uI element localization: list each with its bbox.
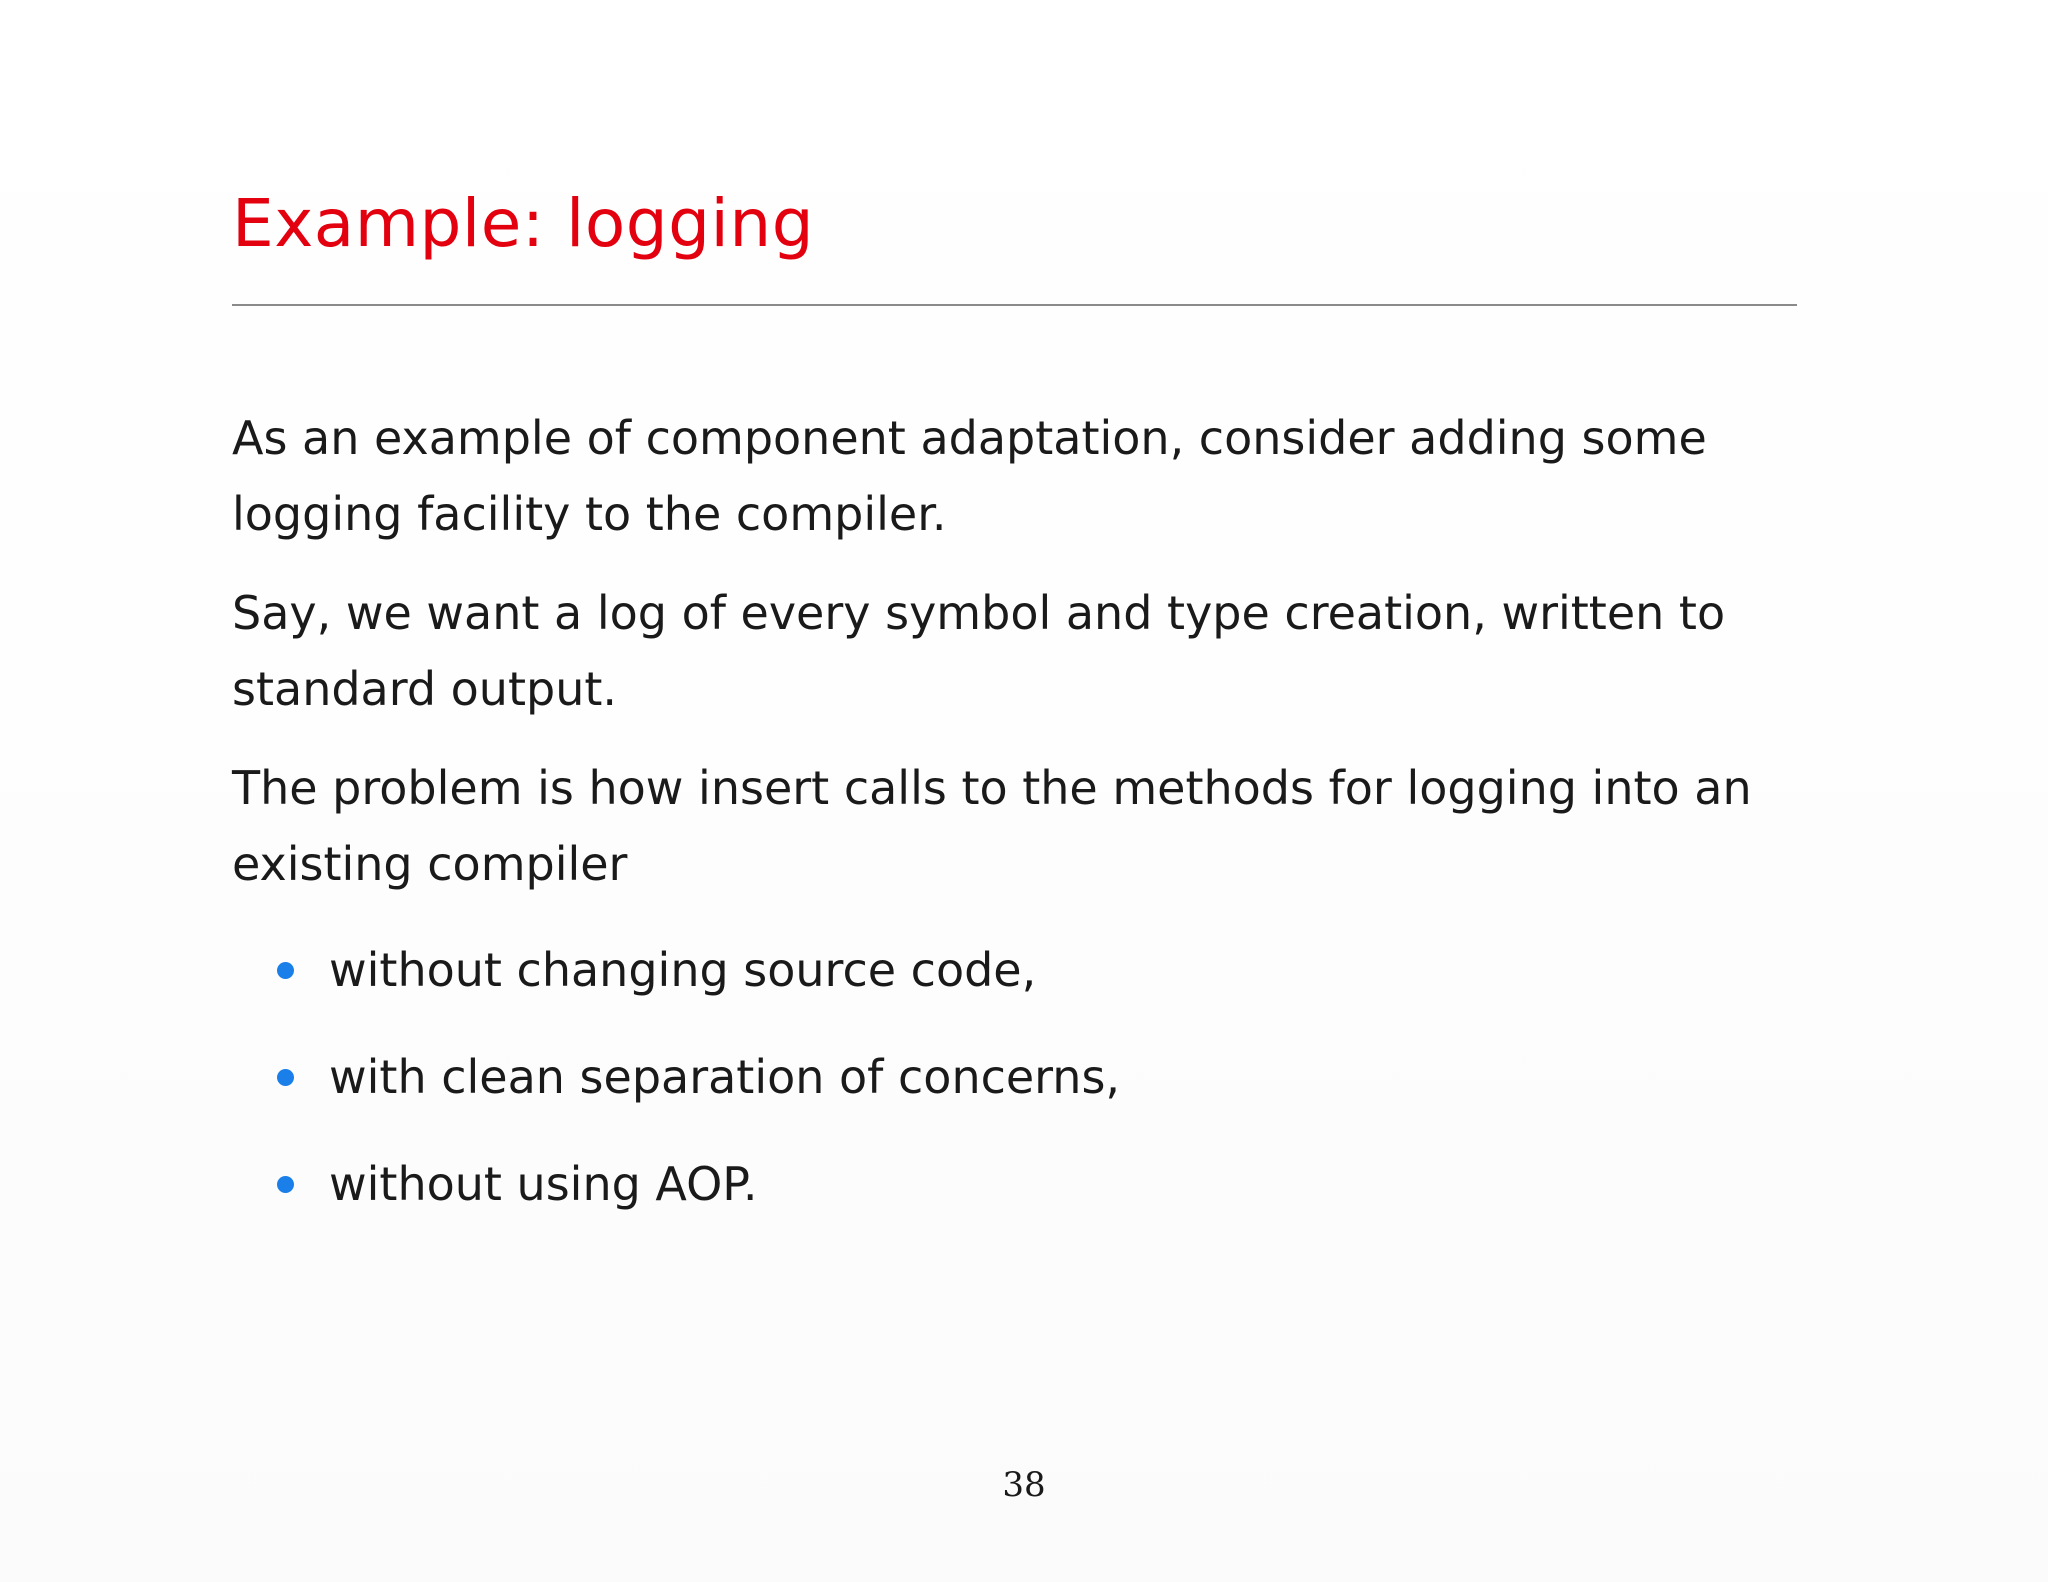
- list-item-text: with clean separation of concerns,: [329, 1050, 1121, 1104]
- paragraph-requirement: Say, we want a log of every symbol and type creation, written to standard output.: [232, 586, 1726, 716]
- slide-title: Example: logging: [232, 185, 815, 262]
- list-item: [232, 1146, 1120, 1253]
- list-item: [232, 932, 1120, 1039]
- list-item: [232, 1039, 1120, 1146]
- list-item-text: without using AOP.: [329, 1157, 758, 1211]
- title-divider: [232, 304, 1797, 306]
- list-item-text: without changing source code,: [329, 943, 1037, 997]
- bullet-dot-icon: [277, 1176, 294, 1193]
- paragraph-intro: As an example of component adaptation, consider adding some logging facility to the compiler.: [232, 411, 1707, 541]
- bullet-dot-icon: [277, 1069, 294, 1086]
- bullet-dot-icon: [277, 962, 294, 979]
- paragraph-problem: The problem is how insert calls to the methods for logging into an existing compiler: [232, 761, 1752, 891]
- page-number: 38: [1002, 1465, 1046, 1505]
- constraints-list: [232, 932, 1120, 1253]
